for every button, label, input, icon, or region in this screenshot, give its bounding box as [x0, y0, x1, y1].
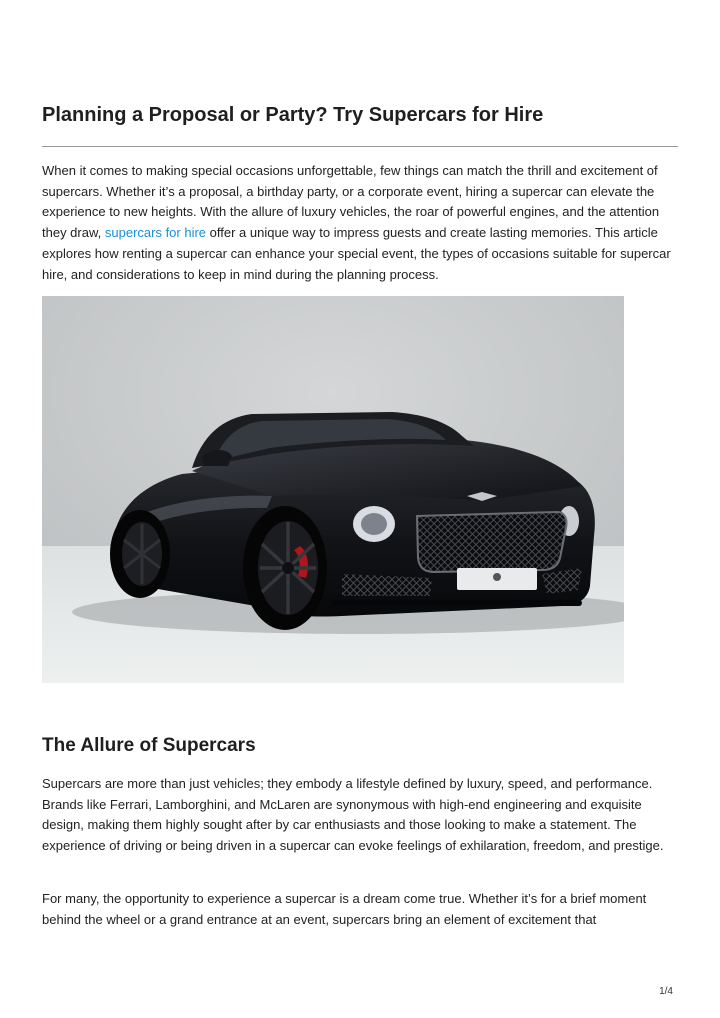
- car-photo-icon: [42, 296, 624, 683]
- body-paragraph-3: For many, the opportunity to experience a supercar is a dream come true. Whether it’s for a brief moment behind the wheel or a grand entrance at an event, supercars bring an element of excitement that: [42, 891, 647, 927]
- intro-paragraph: [42, 161, 678, 285]
- body-paragraph-2: Supercars are more than just vehicles; they embody a lifestyle defined by luxury, speed, and performance. Brands like Ferrari, Lamborghini, and McLaren are synonymous with high-end engineering and exquisite design, making them highly sought after by car enthusiasts and those looking to make a statement. The experience of driving or being driven in a supercar can evoke feelings of exhilaration, freedom, and prestige.: [42, 776, 664, 854]
- intro-text-before-link: When it comes to making special occasions unforgettable, few things can match the thrill and excitement of supercars. Whether it’s a proposal, a birthday party, or a corporate event, hiring a supercar can elevate the experience to new heights. With the allure of luxury vehicles, the roar of powerful engines, and the attention they draw,: [42, 163, 660, 241]
- car-photo: [42, 296, 624, 683]
- title-divider: [42, 146, 678, 147]
- intro-text-after-link: offer a unique way to impress guests and create lasting memories. This article explores how renting a supercar can enhance your special event, the types of occasions suitable for supercar hire, and considerations to keep in mind during the planning process.: [42, 225, 671, 282]
- page-number: 1/4: [659, 986, 673, 997]
- article-title: Planning a Proposal or Party? Try Supercars for Hire: [42, 104, 544, 126]
- section-heading: The Allure of Supercars: [42, 735, 256, 756]
- supercars-for-hire-link[interactable]: supercars for hire: [104, 225, 207, 241]
